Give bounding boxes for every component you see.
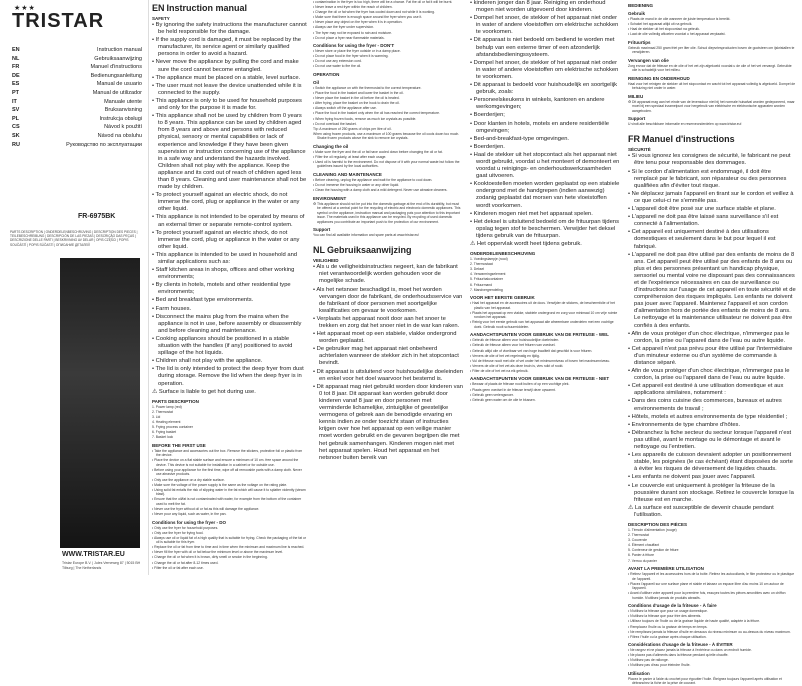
environment-heading: ENVIRONMENT — [313, 195, 347, 201]
list-item: 4. Verwarmingselement — [470, 272, 506, 277]
language-item[interactable]: IT Manuale utente — [12, 98, 142, 105]
product-photo — [60, 258, 140, 548]
nl-safety-heading: VEILIGHEID — [313, 258, 339, 264]
oil-heading: Oil — [313, 79, 320, 85]
list-item: 5. Conteneur de gestion de friture — [628, 548, 679, 553]
nl-hot-surface-warning: ⚠ Het oppervlak wordt heet tijdens gebruik. — [470, 241, 582, 247]
list-item: • Ne déplacez jamais l'appareil en tirant sur le cordon et veillez à ce que celui-ci ne s'emmêle pas. — [628, 190, 794, 204]
warning-icon: ⚠ — [628, 504, 634, 511]
list-item: • Place the device on a flat stable surface and ensure a minimum of 10 cm. free space around the device. This device is not suitable for installation in a cabinet or for outside use. — [152, 458, 299, 467]
before-use-heading: BEFORE THE FIRST USE — [152, 442, 206, 448]
fr-use-heading: Utilisation — [628, 670, 650, 676]
list-item: 2. Thermostaat — [470, 262, 493, 267]
list-item: 7. Basket lock — [152, 435, 174, 440]
list-item: • contamination in the fryer is too high, there will be a chance. Fat the oil or fat it will be burnt. — [313, 0, 453, 4]
list-item: • Filter the oil or fat after each use. — [152, 565, 204, 570]
operation-heading: OPERATION — [313, 71, 340, 77]
list-item: • This appliance shall not be used by children from 0 years to 8 years. This appliance can be used by children aged from 8 years and above and persons with reduced physical, sensory or mental capabilities or lack of experience and knowledge if they have been given supervision or instruction concerning use of the appliance in a safe way and understand the hazards involved. Children shall not play with the appliance. Keep the appliance and its cord out of reach of children aged less than 8 years. Cleaning and user maintenance shall not be made by children. — [152, 113, 307, 191]
list-item: • Filter de olie of het vet na elk gebruik. — [470, 368, 529, 373]
list-item: • Si le cordon d'alimentation est endommagé, il doit être remplacé par le fabricant, son réparateur ou des personnes qualifiées afin d'éviter tout risque. — [628, 168, 787, 189]
list-item: • Gebruik geen water om de olie te blussen. — [470, 397, 536, 402]
list-item: • Boerderijen; — [470, 112, 505, 119]
list-item: • Do not immerse the housing in water or any other liquid. — [313, 183, 400, 188]
list-item: • Only use the fryer for household purposes. — [152, 525, 219, 530]
environment-text: ♻ This appliance should not be put into the domestic garbage at the end of its durability, but must be offered at a central point for the recycling of electric and electronic domestic appliances. This symbol on the appliance, instruction manual and packaging puts your attention to this important issue. The materials used in this appliance can be recycled. By recycling of used domestic appliances you contribute an important push to the protection of our environment. — [313, 201, 461, 224]
list-item: • Never fill the fryer with oil or fat below the minimum level or above the maximum level. — [152, 550, 284, 555]
list-item: • Never place the basket in the oil before the oil is heated. — [313, 96, 400, 101]
list-item: • Personeelskeukens in winkels, kantoren en andere werkomgevingen; — [470, 97, 605, 111]
list-item: • Only use the appliance on a dry stable surface. — [152, 477, 225, 482]
language-item[interactable]: FR Manuel d'instructions — [12, 64, 142, 71]
list-item: • Dit apparaat mag niet gebruikt worden door kinderen van 0 tot 8 jaar. Dit apparaat kan worden gebruikt door kinderen vanaf 8 jaar en door personen met verminderde lichamelijke, zintuiglijke of geestelijke vermogens of gebrek aan de benodigde ervaring en kennis indien ze onder toezicht staan of instructies krijgen over hoe het apparaat op een veilige manier moet worden gebruikt en de gevaren begrijpen die met het gebruik samenhangen. Kinderen mogen niet met het apparaat spelen. Houd het apparaat en het netsnoer buiten bereik van — [313, 383, 463, 461]
list-item: • Dans des coins cuisine des commerces, bureaux et autres environnements de travail ; — [628, 398, 782, 412]
list-item: • Filtrez l'huile ou la graisse après chaque utilisation. — [628, 634, 707, 639]
list-item: • De gebruiker mag het apparaat niet onbeheerd achterlaten wanneer de stekker zich in het stopcontact bevindt. — [313, 346, 459, 367]
nl-parts-heading: ONDERDELENBESCHRIJVING — [470, 251, 536, 257]
list-item: • Kinderen mogen niet met het apparaat spelen. — [470, 210, 593, 217]
list-item: 6. Frituurmand — [470, 282, 493, 287]
list-item: • Gebruik de friteuse alleen voor huishoudelijke doeleinden. — [470, 338, 560, 343]
list-item: • This appliance is only to be used for household purposes and only for the purpose it is made for. — [152, 97, 302, 112]
column-en-nl — [313, 0, 463, 575]
changing-oil-list — [313, 150, 463, 169]
list-item: • Before cleaning, unplug the appliance and wait for the appliance to cool down. — [313, 177, 433, 182]
list-item: • Cet appareil est destiné à une utilisation domestique et aux applications similaires, notamment : — [628, 383, 784, 397]
list-item: • Do not overload the basket. — [313, 121, 357, 126]
list-item: • Ververs de olie of het vet als deze bruin is, vies ruikt of rookt. — [470, 363, 564, 368]
list-item: 3. Deksel — [470, 267, 485, 272]
list-item: • Change the oil or fat when it is brown, dirty smell or smoke in the beginning. — [152, 555, 268, 560]
list-item: • Farm houses. — [152, 305, 192, 312]
list-item: • Retirez l'appareil et les accessoires hors de la boîte. Retirez les autocollants, le film protecteur ou le plastique de l'appareil. — [628, 572, 795, 581]
list-item: • N'utilisez la friteuse que pour un usage domestique. — [628, 609, 708, 614]
list-item: • Ensure that the oil/fat is not contaminated with water, for example from the bottom of the container used to melt the fat. — [152, 497, 302, 506]
safety-heading: SAFETY — [152, 16, 170, 21]
list-item: • Make sure the fryer and the oil or fat have cooled down before changing the oil or fat. — [313, 149, 443, 154]
language-index — [12, 46, 142, 149]
list-item: • Dit apparaat is bedoeld voor huishoudelijk en soortgelijk gebruik, zoals: — [470, 82, 618, 96]
list-item: • Dompel het snoer, de stekker of het apparaat niet onder in water of andere vloeistoffen om elektrische schokken te voorkomen. — [470, 59, 619, 80]
nl-fat-heading: Gebruik — [628, 11, 646, 16]
operation-list — [313, 86, 463, 126]
nl-change-text: Zorg ervoor dat de friteuse en de olie of het vet zijn afgekoeld voordat u de olie of het vet vervangt. Gebruikte olie is schadelijk voor het milieu. — [628, 63, 792, 73]
list-item: • Change the oil or fat when the fryer has cooled down and not while it is working. — [313, 10, 436, 15]
dont-heading: Conditions for using the fryer - DON'T — [313, 43, 395, 49]
nl-parts-list — [470, 257, 620, 292]
list-item: • Using solid fat entails the risk of slipping water in the fat which will cause it to splatter violently (steam blast). — [152, 487, 306, 497]
list-item: • Verplaats het apparaat nooit door aan het snoer te trekken en zorg dat het snoer niet in de war kan raken. — [313, 315, 460, 329]
nl-clean-heading: REINIGING EN ONDERHOUD — [628, 75, 690, 81]
list-item: • When frying frozen foods, remove as much ice crystals as possible. — [313, 116, 417, 121]
cleaning-heading: CLEANING AND MAINTENANCE — [313, 171, 382, 177]
list-item: • Plaats het apparaat op een vlakke, stabiele ondergrond en zorg voor minimaal 10 cm vrije ruimte rondom het apparaat. — [470, 310, 618, 320]
nl-tips-text: Gebruik maximaal 250 gram friet per liter olie. Schud diepvriesproducten boven de gootsteen om ijskristallen te verwijderen. — [628, 45, 795, 55]
list-item: • Dit apparaat is uitsluitend voor huishoudelijke doeleinden en enkel voor het doel waarvoor het bestemd is. — [313, 368, 463, 382]
section-title-nl: NL Gebruiksaanwijzing — [313, 245, 412, 256]
nl-operation-list — [628, 17, 796, 37]
column-nl — [470, 0, 620, 575]
list-item: • Als het netsnoer beschadigd is, moet het worden vervangen door de fabrikant, de onderhoudsservice van de fabrikant of door personen met soortgelijke kwalificaties om gevaar te voorkomen. — [313, 286, 463, 314]
list-item: • Les enfants ne doivent pas jouer avec l'appareil. — [628, 474, 756, 481]
language-item[interactable]: CS Návod k použití — [12, 124, 142, 131]
list-item: • Le couvercle est uniquement à protéger la friteuse de la poussière durant son stockage. Retirez le couvercle lorsque la friteuse est en marche. — [628, 482, 794, 503]
list-item: • Haal het apparaat en de accessoires uit de doos. Verwijder de stickers, de beschermfolie of het plastic van het apparaat. — [470, 301, 615, 310]
list-item: 3. Lid — [152, 414, 161, 419]
list-item: • Haal de stekker uit het stopcontact als het apparaat niet wordt gebruikt, voordat u het monteert of demonteert en voordat u reinigings- en onderhoudswerkzaamheden gaat uitvoeren. — [470, 151, 620, 180]
list-item: • If the supply cord is damaged, it must be replaced by the manufacturer, its service agent or similarly qualified persons in order to avoid a hazard. — [152, 37, 301, 58]
list-item: • N'utilisez la friteuse que pour frire des aliments. — [628, 614, 702, 619]
list-item: 1. Power lamp (red) — [152, 404, 182, 409]
nl-change-heading: Vervangen van olie — [628, 57, 669, 63]
parts-list — [152, 405, 307, 440]
list-item: • Laat de olie volledig afkoelen voordat u het apparaat verplaatst. — [628, 32, 726, 37]
warning-icon: ⚠ — [152, 388, 158, 395]
parts-heading: PARTS DESCRIPTION — [152, 398, 199, 404]
list-item: • Ne remplissez jamais la friteuse d'huile en dessous du niveau minimum ou au-dessus du niveau maximum. — [628, 629, 791, 634]
list-item: • Do not use any extension cord. — [313, 59, 362, 64]
list-item: • Het deksel is uitsluitend bedoeld om de frituurpan tijdens opslag tegen stof te beschermen. Verwijder het deksel tijdens gebruik van de frituurpan. — [470, 218, 619, 239]
list-item: • Bed and breakfast type environments. — [152, 297, 254, 304]
list-item: • Ne rangez et ne placez jamais la friteuse à l'extérieur ou dans un endroit humide. — [628, 648, 752, 653]
sidebar — [0, 0, 149, 575]
language-item[interactable]: RU Руководство по эксплуатации — [12, 141, 142, 148]
list-item: • This appliance is not intended to be operated by means of an external timer or separate remote-control system. — [152, 214, 305, 228]
nl-usage-heading: AANDACHTSPUNTEN VOOR GEBRUIK VAN DE FRITEUSE - WEL — [470, 332, 609, 338]
list-item: • Replace the oil or fat from time to time and in time when the minimum and maximum line is reached. — [152, 545, 305, 550]
list-item: • Reinig voor het eerste gebruik van het apparaat alle afneembare onderdelen met een vochtige doek. Gebruik nooit schuurmiddelen. — [470, 320, 614, 329]
list-item: 5. Frying process container — [152, 425, 193, 430]
list-item: • Boerderijen. — [470, 143, 505, 150]
nl-operation-heading: BEDIENING — [628, 3, 654, 8]
fr-cond-heading: Conditions d'usage de la friteuse - À faire — [628, 603, 717, 609]
list-item: • Kooktoestellen moeten worden geplaatst op een stabiele ondergrond met de handgrepen (indien aanwezig) zodanig geplaatst dat morsen van hete vloeistoffen wordt voorkomen. — [470, 181, 620, 209]
list-item: • Door klanten in hotels, motels en andere residentiële omgevingen; — [470, 120, 609, 134]
fr-safety-heading: SÉCURITÉ — [628, 147, 651, 153]
list-item: • Never move the appliance by pulling the cord and make sure the cord cannot become entangled. — [152, 59, 299, 73]
list-item: • Hôtels, motels et autres environnements de type résidentiel ; — [628, 413, 788, 420]
list-item: • Bewaar of plaats de friteuse nooit buiten of op een vochtige plek. — [470, 382, 570, 387]
fr-use-text: Placez le panier à l'aide du crochet pour égoutter l'huile. Éteignez toujours l'appareil après utilisation et débranchez la fiche de la prise de courant. — [628, 676, 782, 686]
column-en — [152, 0, 307, 575]
language-item[interactable]: SV Bruksanvisning — [12, 107, 142, 114]
list-item: • Placez l'appareil sur une surface plane et stable et laissez un espace libre d'au moins 10 cm autour de l'appareil. — [628, 581, 784, 591]
list-item: • To protect yourself against an electric shock, do not immerse the cord, plug or appliance in the water or any other liquid. — [152, 192, 300, 213]
list-item: • Plaats de mand in de olie wanneer de juiste temperatuur is bereikt. — [628, 17, 731, 21]
list-item: • Si vous ignorez les consignes de sécurité, le fabricant ne peut être tenu pour responsable des dommages. — [628, 153, 791, 167]
list-item: • By ignoring the safety instructions the manufacturer cannot be held responsible for the damage. — [152, 22, 307, 36]
list-item: • Make sure the voltage of the power supply is the same as the voltage on the rating plate. — [152, 482, 288, 487]
list-item: • Gebruik de friteuse alleen voor het frituren van voedsel. — [470, 343, 556, 348]
list-item: • Disconnect the mains plug from the mains when the appliance is not in use, before assembly or disassembly and before cleaning and maintenance. — [152, 313, 302, 334]
warning-icon: ⚠ — [470, 241, 476, 247]
section-title-fr: FR Manuel d'instructions — [628, 134, 735, 145]
list-item: • This appliance is intended to be used in household and similar applications such as: — [152, 251, 298, 265]
nl-env-text: ♻ Dit apparaat mag aan het einde van de levensduur niet bij het normale huisafval worden gedeponeerd, maar moet bij een speciaal inzamelpunt voor hergebruik van elektrische en elektronische apparaten worden aangeboden. — [628, 99, 795, 113]
list-item: • Children shall not play with the appliance. — [152, 358, 263, 365]
language-item[interactable]: EN Instruction manual — [12, 47, 142, 53]
nl-dont-heading: AANDACHTSPUNTEN VOOR GEBRUIK VAN DE FRITEUSE - NIET — [470, 376, 610, 382]
list-item: • Never use the fryer without oil or fat as this will damage the appliance. — [152, 506, 260, 511]
list-item: • Plaats geen voedsel in de friteuse terwijl deze opwarmt. — [470, 387, 556, 392]
list-item: 5. Frituurbakcontainer — [470, 277, 503, 282]
list-item: • L'appareil ne doit pas être utilisé par des enfants de moins de 8 ans. Cet appareil peut être utilisé par des enfants de 8 ans ou plus et des personnes présentant un handicap physique, sensoriel ou mental voire ne disposant pas des connaissances et de l'expérience nécessaires en cas de surveillance ou d'instructions sur l'usage de cet appareil en toute sécurité et de compréhension des risques impliqués. Les enfants ne doivent pas jouer avec l'appareil. Maintenez l'appareil et son cordon d'alimentation hors de portée des enfants de moins de 8 ans. Le nettoyage et la maintenance utilisateur ne doivent pas être confiés à des enfants. — [628, 251, 796, 329]
list-item: • Cet appareil est uniquement destiné à des utilisations domestiques et seulement dans le but pour lequel il est fabriqué. — [628, 229, 776, 250]
list-item: • Never place any object on the fryer when it is in operation. — [313, 20, 403, 25]
list-item: • Avant d'utiliser votre appareil pour la première fois, essuyez toutes les pièces amovibles avec un chiffon humide. N'utilisez jamais de produits abrasifs. — [628, 591, 786, 600]
list-item: 6. Panier à friture — [628, 553, 655, 558]
nl-dont-list — [470, 382, 620, 402]
list-item: • By clients in hotels, motels and other residential type environments; — [152, 282, 291, 296]
list-item: • Cooking appliances should be positioned in a stable situation with the handles (if any) positioned to avoid spillage of the hot liquids. — [152, 335, 293, 357]
hot-surface-warning: ⚠ Surface is liable to get hot during use. — [152, 388, 256, 395]
company-address: Tristar Europe B.V. | Jules Verneweg 87 | 5015 BH Tilburg | The Netherlands — [62, 561, 141, 570]
support-heading: Support — [313, 227, 331, 233]
tip-text: Tip: A maximum of 250 grams of chips per litre of oil. When using frozen products, use a maximum of 100 grams because the oil cools down too much. Shake frozen products above the sink to remove ice crystals. — [313, 126, 460, 141]
list-item: • Schakel het apparaat altijd uit na gebruik. — [628, 22, 693, 27]
fr-safety-continued — [628, 383, 796, 504]
list-item: • Always use the fryer under supervision. — [313, 25, 375, 30]
list-item: • Before using your appliance for the first time, wipe off all removable parts with a damp cloth. Never use abrasive products. — [152, 467, 302, 477]
language-item[interactable]: DE Bedienungsanleitung — [12, 72, 142, 79]
column-nl-fr — [628, 0, 796, 686]
language-item[interactable]: ES Manual de usuario — [12, 81, 142, 88]
list-item: • Change the oil or fat after 8-12 times used. — [152, 560, 219, 565]
list-item: 2. Thermostat — [628, 533, 649, 538]
language-item[interactable]: PT Manual de utilizador — [12, 89, 142, 96]
list-item: • Het apparaat moet op een stabiele, vlakke ondergrond worden geplaatst. — [313, 331, 457, 345]
list-item: • Never pour any liquid, such as water, in the pan. — [152, 512, 227, 516]
language-item[interactable]: NL Gebruiksaanwijzing — [12, 55, 142, 62]
parts-legal-text: PARTS DESCRIPTION | ONDERDELENBESCHRIJVING | DESCRIPTION DES PIECES | TEILEBESCHREIBUNG | DESCRIPCIÓN DE LAS PIEZAS | DESCRIÇÃO DAS PEÇAS | DESCRIZIONE DELLE PARTI | BESKRIVNING AV DELAR | OPIS CZĘŚCI | POPIS SOUČÁSTÍ | POPIS SÚČASTÍ | ОПИСАНИЕ ДЕТАЛЕЙ — [10, 230, 138, 247]
list-item: 6. Frying basket — [152, 430, 177, 435]
list-item: • Dit apparaat is niet bedoeld om bediend te worden met behulp van een externe timer of een afzonderlijk afstandsbedieningssysteem. — [470, 37, 615, 58]
list-item: • Ne placez pas d'aliments dans la friteuse pendant qu'elle chauffe. — [628, 653, 729, 658]
nl-usage-list — [470, 338, 620, 373]
list-item: • Les appareils de cuisson devraient adopter un positionnement stable, les poignées (le cas échéant) étant disposées de sorte à éviter les risques de déversement de liquides chauds. — [628, 452, 793, 473]
list-item: 7. Verrou du panier — [628, 558, 657, 563]
model-number: FR-6975BK — [78, 213, 116, 220]
fr-cond-list — [628, 609, 796, 639]
fr-dont-heading: Considérations d'usage de la friteuse - À ÉVITER — [628, 642, 733, 648]
list-item: • Environnements de type chambre d'hôtes. — [628, 421, 741, 428]
list-item: • Only use the fryer for frying food. — [152, 530, 204, 535]
list-item: • Clean the housing with a damp cloth and a mild detergent. Never use abrasive cleaners. — [313, 188, 448, 193]
conditions-list — [152, 526, 307, 571]
brand-logo: TRISTAR — [12, 10, 105, 32]
list-item: 4. Heating element — [152, 419, 181, 424]
language-item[interactable]: SK Návod na obsluhu — [12, 132, 142, 139]
list-item: • Never store or place the fryer outside or in a damp place. — [313, 49, 401, 54]
list-item: • L'appareil ne doit pas être laissé sans surveillance s'il est connecté à l'alimentation. — [628, 214, 779, 228]
en-continued — [313, 0, 463, 40]
nl-env-heading: MILIEU — [628, 93, 644, 99]
safety-list — [152, 22, 307, 388]
nl-before-list — [470, 301, 620, 329]
list-item: • Haal de stekker uit het stopcontact na gebruik. — [628, 27, 700, 32]
list-item: • Als u de veiligheidsinstructies negeert, kan de fabrikant niet verantwoordelijk worden gehouden voor de mogelijke schade. — [313, 264, 458, 285]
list-item: • Always switch off the appliance after use. — [313, 106, 377, 111]
nl-support-text: U vindt alle beschikbare informatie en reserveonderdelen op www.tristar.eu! — [628, 122, 742, 127]
section-title-en: EN Instruction manual — [152, 3, 248, 13]
cleaning-list — [313, 178, 463, 193]
nl-tips-heading: Frituurtips — [628, 39, 651, 45]
list-item: • Place the food in the basket only when the oil has reached the correct temperature. — [313, 111, 440, 116]
list-item: 4. Élément chauffant — [628, 543, 660, 548]
list-item: • Utilisez toujours de l'huile ou de la graisse liquide de haute qualité, adaptée à la friture. — [628, 619, 761, 624]
fr-parts-list — [628, 528, 796, 563]
list-item: 2. Thermostat — [152, 409, 173, 414]
list-item: • Débranchez la fiche secteur du secteur lorsque l'appareil n'est pas utilisé, avant le montage ou le démontage et avant le nettoyage ou l'entretien. — [628, 429, 792, 451]
list-item: • Dompel het snoer, de stekker of het apparaat niet onder in water of andere vloeistoffen om elektrische schokken te voorkomen. — [470, 15, 619, 36]
list-item: • The appliance must be placed on a stable, level surface. — [152, 74, 301, 81]
star-icons: ★★★ — [14, 5, 36, 12]
list-item: • The user must not leave the device unattended while it is connected to the supply. — [152, 82, 302, 96]
list-item: • Vul de friteuse nooit met olie of vet onder het minimumniveau of boven het maximumniveau. — [470, 358, 611, 363]
nl-support-heading: Support — [628, 116, 646, 122]
nl-safety-list — [313, 264, 463, 462]
fr-before-heading: AVANT LA PREMIÈRE UTILISATION — [628, 566, 704, 572]
nl-clean-text: Haal voor het reinigen de stekker uit het stopcontact en wacht tot het apparaat volledig is afgekoeld. Dompel de behuizing niet onder in water. — [628, 81, 796, 91]
list-item: • N'utilisez pas de rallonge. — [628, 658, 669, 663]
list-item: • Make sure that there is enough space around the fryer when you use it. — [313, 15, 423, 20]
fat-warnings — [152, 488, 307, 517]
list-item: • Do not use water to fire the oil. — [313, 64, 362, 69]
list-item: • Staff kitchen areas in shops, offices and other working environments; — [152, 267, 295, 281]
list-item: 1. Témoin d'alimentation (rouge) — [628, 527, 677, 532]
list-item: • Gebruik geen verlengsnoer. — [470, 392, 514, 397]
list-item: • Place the food in the basket and lower the basket in the oil. — [313, 91, 404, 96]
list-item: • Used oil is harmful to the environment. Do not dispose of it with your normal waste but follow the guidelines issued by the local authorities. — [313, 159, 460, 169]
list-item: • N'utilisez pas d'eau pour éteindre l'huile. — [628, 663, 691, 668]
nl-before-heading: VOOR HET EERSTE GEBRUIK — [470, 295, 535, 301]
conditions-heading: Conditions for using the fryer - DO — [152, 519, 226, 525]
list-item: • Ververs de olie of het vet regelmatig en tijdig. — [470, 353, 540, 358]
list-item: • Switch the appliance on with the thermostat to the correct temperature. — [313, 85, 422, 90]
fr-hot-surface-warning: ⚠ La surface est susceptible de devenir chaude pendant l'utilisation. — [628, 504, 774, 518]
support-text: You can find all available information and spare parts at www.tristar.eu! — [313, 233, 420, 238]
fr-parts-heading: DESCRIPTION DES PIÈCES — [628, 521, 688, 527]
list-item: • To protect yourself against an electric shock, do not immerse the cord, plug or appliance in the water or any other liquid. — [152, 229, 300, 250]
nl-safety-continued — [470, 0, 620, 240]
fr-safety-list — [628, 153, 796, 382]
list-item: • The lid is only intended to protect the deep fryer from dust during storage. Remove the lid when the deep fryer is in operation. — [152, 366, 304, 387]
list-item: • Filter the oil regularly, at least after each usage. — [313, 154, 387, 159]
list-item: • kinderen jonger dan 8 jaar. Reiniging en onderhoud mogen niet worden uitgevoerd door kinderen. — [470, 0, 606, 14]
before-use-list — [152, 449, 307, 487]
list-item: 7. Mandvergrendeling — [470, 287, 503, 292]
list-item: • Never leave a rest fryer within the reach of children. — [313, 5, 393, 10]
recycle-bin-icon: ♻ — [313, 201, 317, 206]
list-item: • Afin de vous protéger d'un choc électrique, n'immergez pas le cordon, la prise ou l'appareil dans de l'eau ou autre liquide. — [628, 330, 790, 344]
website-link[interactable]: WWW.TRISTAR.EU — [62, 551, 125, 558]
list-item: • Remplacez l'huile ou la graisse de temps en temps. — [628, 624, 708, 629]
list-item: • Bed-and-breakfast-type omgevingen. — [470, 135, 570, 142]
recycle-bin-icon: ♻ — [628, 99, 632, 104]
list-item: • Cet appareil n'est pas prévu pour être utilisé par l'intermédiaire d'un minuteur externe ou d'un système de commande à distance séparé. — [628, 345, 793, 366]
changing-oil-heading: Changing the oil — [313, 143, 349, 149]
list-item: • Take the appliance and accessories out the box. Remove the stickers, protective foil or plastic from the device. — [152, 448, 303, 458]
list-item: • L'appareil doit être posé sur une surface stable et plane. — [628, 206, 776, 213]
list-item: 1. Voedingslampje (rood) — [470, 257, 508, 262]
list-item: • Always use oil or liquid fat of a high quality that is suitable for frying. Check the packaging of the fat or oil is suitable for this fryer. — [152, 535, 307, 545]
list-item: 3. Couvercle — [628, 538, 648, 543]
list-item: • Do not place a fryer near flammable materials. — [313, 35, 385, 40]
list-item: • Do not place food in the fryer when it is warming. — [313, 54, 389, 59]
list-item: • Gebruik altijd olie of vloeibaar vet van hoge kwaliteit dat geschikt is voor frituren. — [470, 348, 593, 353]
dont-list — [313, 49, 463, 69]
fr-dont-list — [628, 648, 796, 668]
list-item: • Afin de vous protéger d'un choc électrique, n'immergez pas le cordon, la prise ou l'appareil dans de l'eau ou autre liquide. — [628, 368, 790, 382]
list-item: • After frying, place the basket on the hook to drain the oil. — [313, 101, 400, 106]
list-item: • The fryer may not be exposed to rain and moisture. — [313, 30, 392, 35]
fr-before-list — [628, 572, 796, 600]
language-item[interactable]: PL Instrukcja obsługi — [12, 115, 142, 122]
